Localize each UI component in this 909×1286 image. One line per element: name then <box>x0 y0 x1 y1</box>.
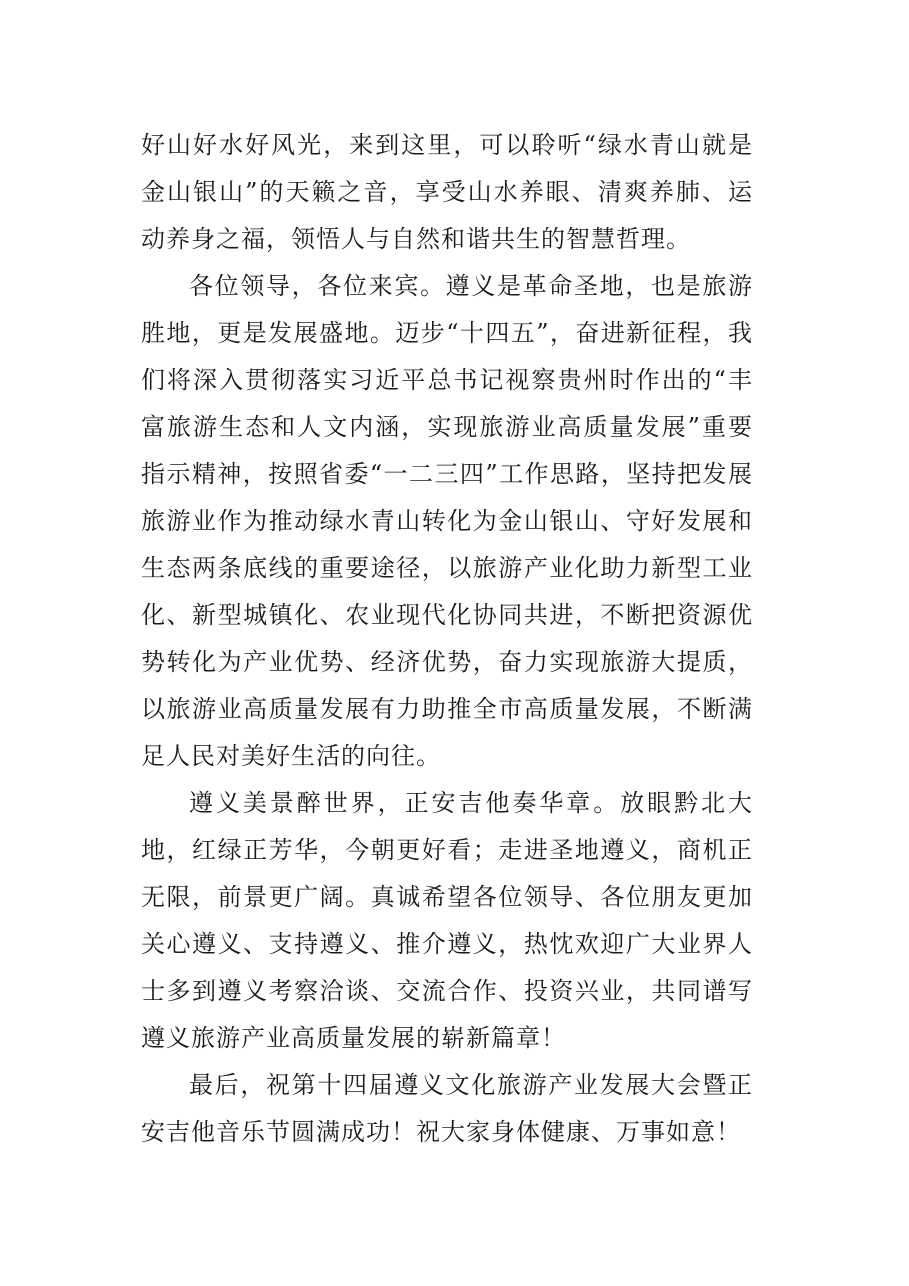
paragraph-1: 好山好水好风光，来到这里，可以聆听“绿水青山就是金山银山”的天籁之音，享受山水养眼、清爽养肺、运动养身之福，领悟人与自然和谐共生的智慧哲理。 <box>141 131 753 253</box>
document-body <box>141 122 753 1156</box>
paragraph-4: 最后，祝第十四届遵义文化旅游产业发展大会暨正安吉他音乐节圆满成功！祝大家身体健康、万事如意！ <box>141 1071 753 1146</box>
paragraph-2: 各位领导，各位来宾。遵义是革命圣地，也是旅游胜地，更是发展盛地。迈步“十四五”，奋进新征程，我们将深入贯彻落实习近平总书记视察贵州时作出的“丰富旅游生态和人文内涵，实现旅游业高质量发展”重要指示精神，按照省委“一二三四”工作思路，坚持把发展旅游业作为推动绿水青山转化为金山银山、守好发展和生态两条底线的重要途径，以旅游产业化助力新型工业化、新型城镇化、农业现代化协同共进，不断把资源优势转化为产业优势、经济优势，奋力实现旅游大提质，以旅游业高质量发展有力助推全市高质量发展，不断满足人民对美好生活的向往。 <box>141 272 753 770</box>
paragraph-3: 遵义美景醉世界，正安吉他奏华章。放眼黔北大地，红绿正芳华，今朝更好看；走进圣地遵义，商机正无限，前景更广阔。真诚希望各位领导、各位朋友更加关心遵义、支持遵义、推介遵义，热忱欢迎广大业界人士多到遵义考察洽谈、交流合作、投资兴业，共同谱写遵义旅游产业高质量发展的崭新篇章！ <box>141 789 753 1052</box>
